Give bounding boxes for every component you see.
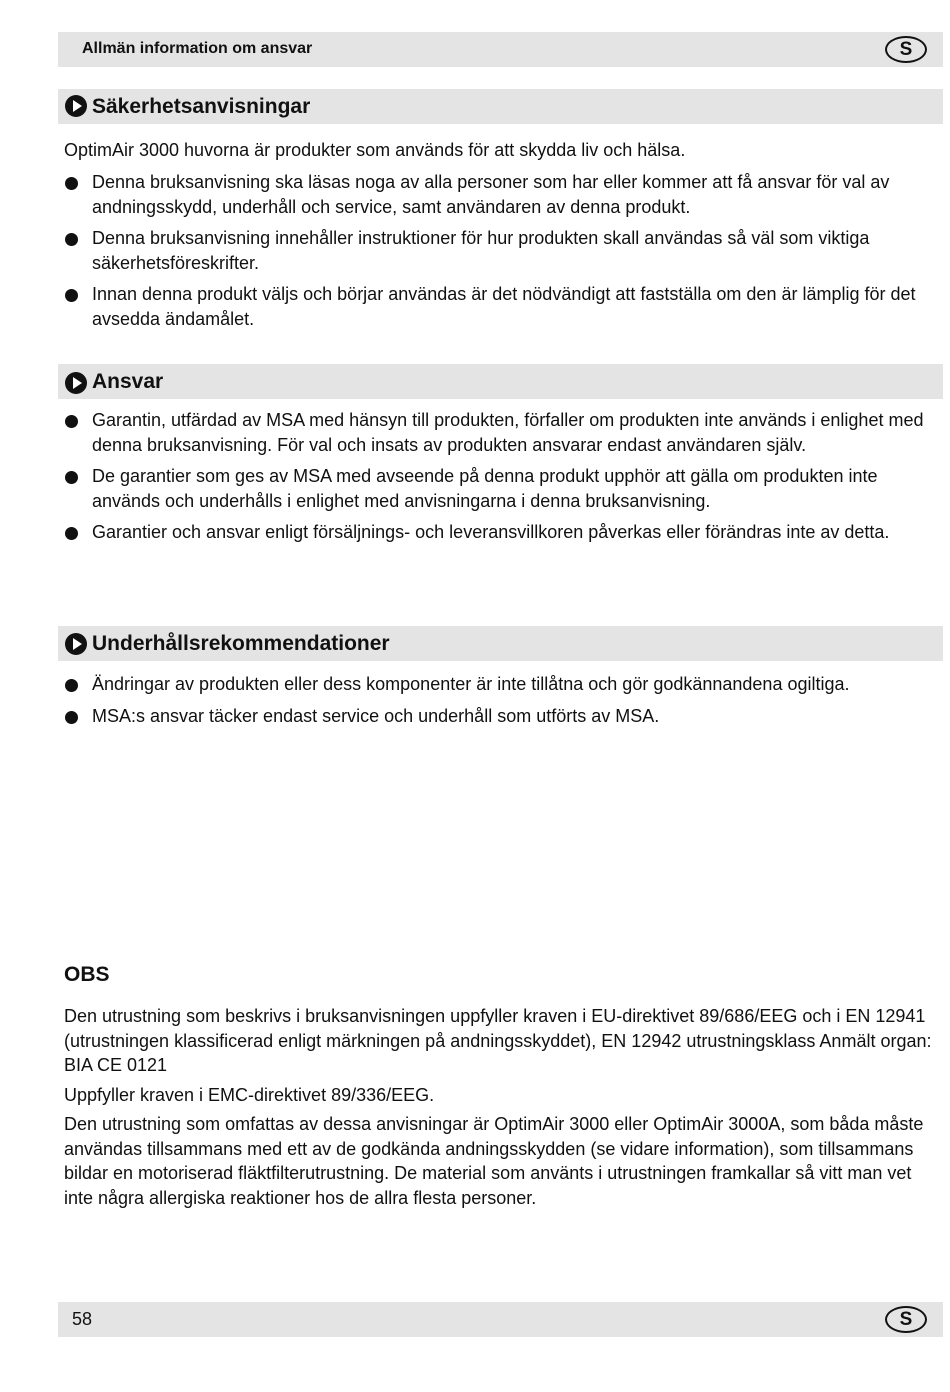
- bullet-icon: [65, 289, 78, 302]
- list-item: [64, 282, 944, 331]
- list-item-text: Ändringar av produkten eller dess komponenter är inte tillåtna och gör godkännandena ogiltiga.: [92, 674, 850, 694]
- list-item: [64, 464, 944, 513]
- list-item-text: Innan denna produkt väljs och börjar användas är det nödvändigt att fastställa om den är lämplig för det avsedda ändamålet.: [92, 284, 916, 329]
- bullet-icon: [65, 177, 78, 190]
- obs-body: [64, 1004, 944, 1215]
- page-number: 58: [72, 1309, 93, 1329]
- list-item-text: MSA:s ansvar täcker endast service och underhåll som utförts av MSA.: [92, 705, 660, 726]
- bullet-icon: [65, 711, 78, 724]
- list-item-text: Garantin, utfärdad av MSA med hänsyn till produkten, förfaller om produkten inte används i enlighet med denna bruksanvisning. För val och insats av produkten ansvarar endast användaren själv.: [92, 410, 924, 455]
- section-heading-underhallsrekommendationer: [58, 626, 943, 661]
- obs-paragraph: Uppfyller kraven i EMC-direktivet 89/336/EEG.: [64, 1084, 435, 1105]
- bullet-list: [64, 408, 944, 552]
- bullet-icon: [65, 679, 78, 692]
- play-arrow-icon: [65, 95, 87, 117]
- list-item: [64, 520, 944, 545]
- section-intro: OptimAir 3000 huvorna är produkter som används för att skydda liv och hälsa.: [64, 140, 686, 160]
- play-arrow-icon: [65, 633, 87, 655]
- list-item: [64, 672, 944, 697]
- bullet-list: [64, 672, 944, 735]
- list-item: [64, 170, 944, 219]
- language-badge: S: [885, 36, 927, 63]
- page-footer: [58, 1302, 943, 1337]
- list-item: [64, 704, 944, 729]
- bullet-icon: [65, 527, 78, 540]
- section-title: Ansvar: [92, 370, 164, 393]
- list-item-text: Denna bruksanvisning innehåller instruktioner för hur produkten skall användas så väl som viktiga säkerhetsföreskrifter.: [92, 228, 870, 273]
- section-heading-sakerhetsanvisningar: [58, 89, 943, 124]
- list-item-text: Garantier och ansvar enligt försäljnings- och leveransvillkoren påverkas eller förändras inte av detta.: [92, 522, 890, 542]
- obs-heading: OBS: [64, 963, 110, 986]
- section-heading-ansvar: [58, 364, 943, 399]
- list-item: [64, 408, 944, 457]
- language-badge: S: [885, 1306, 927, 1333]
- obs-paragraph: Den utrustning som omfattas av dessa anvisningar är OptimAir 3000 eller OptimAir 3000A, som båda måste användas tillsammans med ett av de godkända andningsskydden (se vidare information), som tillsammans bildar en motoriserad fläktfilterutrustning. De material som använts i utrustningen framkallar så vitt man vet inte några allergiska reaktioner hos de allra flesta personer.: [64, 1114, 924, 1208]
- section-title: Underhållsrekommendationer: [92, 632, 390, 655]
- bullet-list: [64, 170, 944, 338]
- list-item-text: De garantier som ges av MSA med avseende på denna produkt upphör att gälla om produkten inte används och underhålls i enlighet med anvisningarna i denna bruksanvisning.: [92, 466, 878, 511]
- bullet-icon: [65, 471, 78, 484]
- page-header: [58, 32, 943, 67]
- section-title: Säkerhetsanvisningar: [92, 95, 311, 118]
- obs-paragraph: Den utrustning som beskrivs i bruksanvisningen uppfyller kraven i EU-direktivet 89/686/EEG och i EN 12941 (utrustningen klassificerad enligt märkningen på andningsskyddet), EN 12942 utrustningsklass Anmält organ: BIA CE 0121: [64, 1006, 932, 1075]
- bullet-icon: [65, 233, 78, 246]
- bullet-icon: [65, 415, 78, 428]
- list-item: [64, 226, 944, 275]
- header-title: Allmän information om ansvar: [82, 40, 313, 57]
- list-item-text: Denna bruksanvisning ska läsas noga av alla personer som har eller kommer att få ansvar för val av andningsskydd, underhåll och service, samt användaren av denna produkt.: [92, 172, 890, 217]
- play-arrow-icon: [65, 372, 87, 394]
